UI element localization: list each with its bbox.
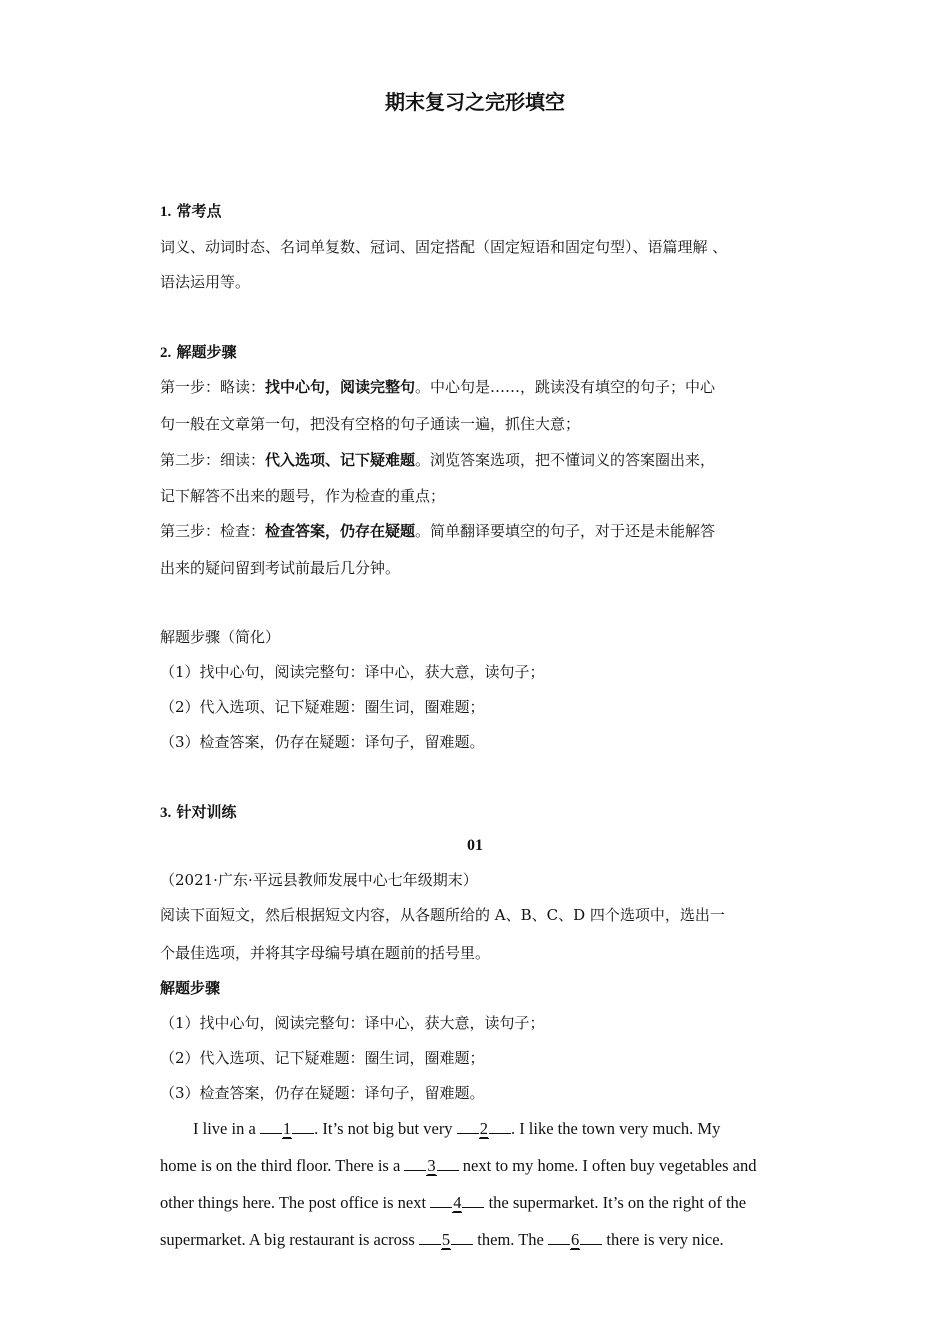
step-2-text: 。浏览答案选项，把不懂词义的答案圈出来， bbox=[415, 451, 716, 469]
exercise-step-1: （1）找中心句，阅读完整句：译中心，获大意，读句子； bbox=[160, 1014, 545, 1032]
section-1-heading bbox=[160, 201, 800, 222]
passage-text: I live in a bbox=[193, 1119, 260, 1138]
passage-line-2 bbox=[160, 1155, 800, 1176]
step-2-line-2: 记下解答不出来的题号，作为检查的重点； bbox=[160, 487, 446, 505]
blank-1-number: 1 bbox=[282, 1119, 292, 1138]
step-1-text: 。中心句是……，跳读没有填空的句子；中心 bbox=[415, 378, 716, 396]
simplified-title: 解题步骤（简化） bbox=[160, 628, 281, 646]
step-3-line-2: 出来的疑问留到考试前最后几分钟。 bbox=[160, 559, 401, 577]
passage-text: . I like the town very much. My bbox=[510, 1119, 721, 1138]
passage-line-1 bbox=[160, 1118, 833, 1139]
section-1-number: 1. bbox=[160, 204, 172, 220]
exercise-source: （2021·广东·平远县教师发展中心七年级期末） bbox=[160, 871, 478, 889]
step-1-label: 第一步：略读： bbox=[160, 378, 266, 396]
section-3-title: 针对训练 bbox=[176, 803, 237, 821]
blank-1[interactable] bbox=[260, 1118, 314, 1139]
instruction-line-1: 阅读下面短文，然后根据短文内容，从各题所给的 A、B、C、D 四个选项中，选出一 bbox=[160, 906, 725, 924]
passage-line-4 bbox=[160, 1229, 800, 1250]
step-1-emphasis: 找中心句，阅读完整句 bbox=[265, 378, 416, 396]
passage-text: other things here. The post office is next bbox=[160, 1193, 431, 1212]
blank-4-number: 4 bbox=[453, 1193, 462, 1212]
instruction-line-2: 个最佳选项，并将其字母编号填在题前的括号里。 bbox=[160, 944, 491, 962]
blank-3-number: 3 bbox=[427, 1156, 436, 1175]
passage-text: there is very nice. bbox=[602, 1230, 724, 1249]
section-1-title: 常考点 bbox=[176, 202, 222, 220]
simplified-step-3: （3）检查答案，仍存在疑题：译句子，留难题。 bbox=[160, 733, 485, 751]
step-2-emphasis: 代入选项、记下疑难题 bbox=[265, 451, 416, 469]
exercise-steps-title: 解题步骤 bbox=[160, 979, 221, 997]
step-3-text: 。简单翻译要填空的句子，对于还是未能解答 bbox=[415, 522, 716, 540]
section-1-line-2: 语法运用等。 bbox=[160, 273, 251, 291]
section-2-number: 2. bbox=[160, 345, 172, 361]
blank-3[interactable] bbox=[404, 1155, 458, 1176]
step-3-emphasis: 检查答案，仍存在疑题 bbox=[265, 522, 416, 540]
passage-line-3 bbox=[160, 1192, 800, 1213]
blank-4[interactable] bbox=[430, 1192, 484, 1213]
section-2-heading bbox=[160, 342, 800, 363]
section-3-number: 3. bbox=[160, 805, 172, 821]
step-2-line bbox=[160, 450, 800, 470]
passage-text: the supermarket. It’s on the right of the bbox=[484, 1193, 747, 1212]
section-1-line-1: 词义、动词时态、名词单复数、冠词、固定搭配（固定短语和固定句型）、语篇理解 、 bbox=[160, 238, 728, 256]
exercise-step-2: （2）代入选项、记下疑难题：圈生词，圈难题； bbox=[160, 1049, 485, 1067]
passage-text: them. The bbox=[473, 1230, 549, 1249]
simplified-step-1: （1）找中心句，阅读完整句：译中心，获大意，读句子； bbox=[160, 663, 545, 681]
simplified-step-2: （2）代入选项、记下疑难题：圈生词，圈难题； bbox=[160, 698, 485, 716]
step-3-line bbox=[160, 521, 800, 541]
passage-text: . It’s not big but very bbox=[314, 1119, 457, 1138]
blank-5-number: 5 bbox=[441, 1230, 451, 1249]
blank-6-number: 6 bbox=[571, 1230, 580, 1249]
exercise-number: 01 bbox=[467, 837, 483, 854]
page-title: 期末复习之完形填空 bbox=[385, 90, 565, 114]
passage-text: supermarket. A big restaurant is across bbox=[160, 1230, 419, 1249]
step-2-label: 第二步：细读： bbox=[160, 451, 266, 469]
exercise-step-3: （3）检查答案，仍存在疑题：译句子，留难题。 bbox=[160, 1084, 485, 1102]
step-1-line-2: 句一般在文章第一句，把没有空格的句子通读一遍，抓住大意； bbox=[160, 415, 581, 433]
blank-2-number: 2 bbox=[479, 1119, 488, 1138]
section-2-title: 解题步骤 bbox=[176, 343, 237, 361]
blank-2[interactable] bbox=[457, 1118, 511, 1139]
passage-text: home is on the third floor. There is a bbox=[160, 1156, 405, 1175]
step-3-label: 第三步：检查： bbox=[160, 522, 266, 540]
step-1-line bbox=[160, 377, 800, 397]
blank-6[interactable] bbox=[548, 1229, 602, 1250]
passage-text: next to my home. I often buy vegetables and bbox=[458, 1156, 757, 1175]
blank-5[interactable] bbox=[419, 1229, 473, 1250]
section-3-heading bbox=[160, 802, 800, 823]
